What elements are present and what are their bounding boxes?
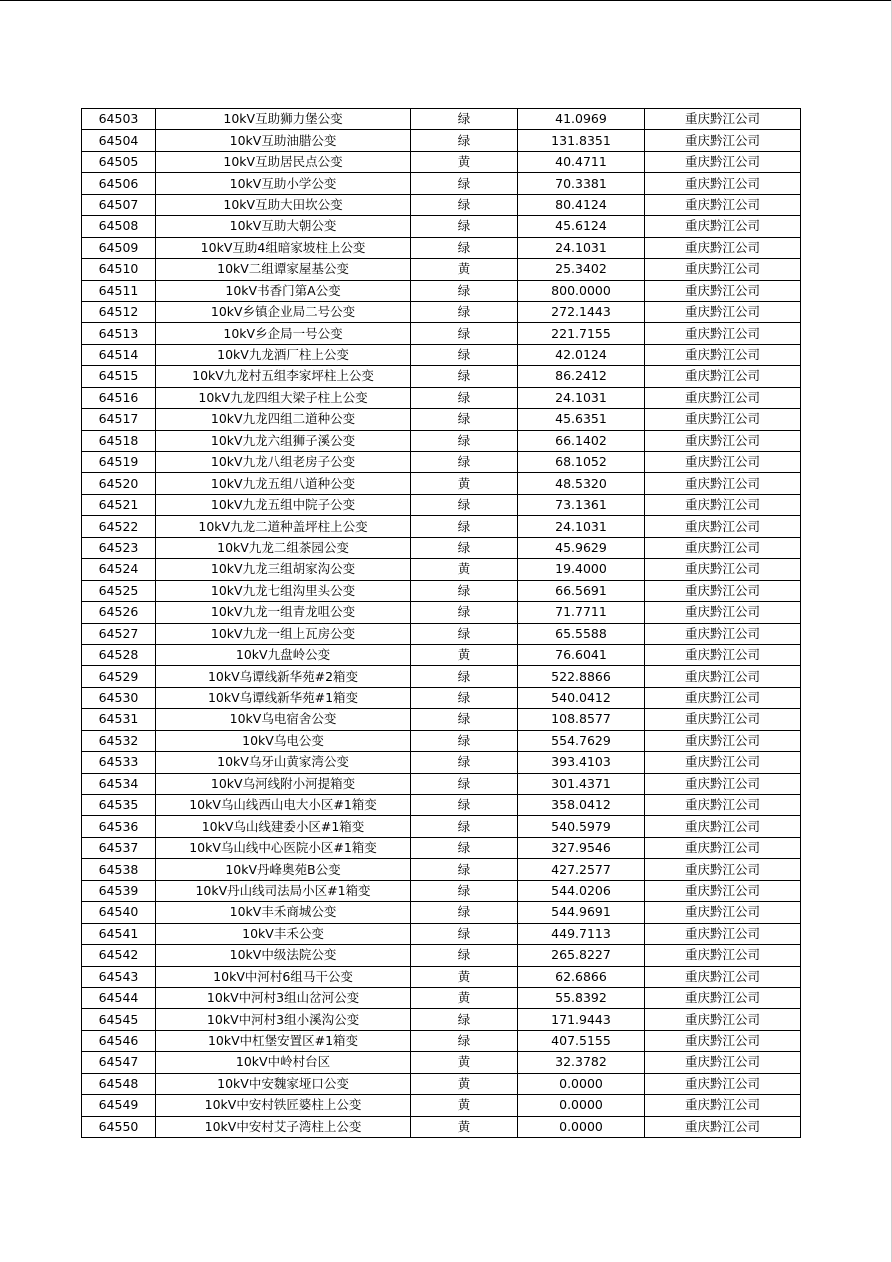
transformer-name-cell: 10kV丰禾商城公变 (156, 902, 411, 923)
row-id-cell: 64527 (82, 623, 156, 644)
transformer-name-cell: 10kV乌山线建委小区#1箱变 (156, 816, 411, 837)
status-cell: 绿 (411, 430, 518, 451)
transformer-name-cell: 10kV九龙村五组李家坪柱上公变 (156, 366, 411, 387)
status-cell: 绿 (411, 301, 518, 322)
transformer-name-cell: 10kV中安村铁匠婆柱上公变 (156, 1095, 411, 1116)
row-id-cell: 64520 (82, 473, 156, 494)
company-cell: 重庆黔江公司 (645, 494, 801, 515)
table-row (82, 1009, 801, 1030)
row-id-cell: 64514 (82, 344, 156, 365)
table-row (82, 945, 801, 966)
transformer-name-cell: 10kV乌电公变 (156, 730, 411, 751)
table-row (82, 837, 801, 858)
status-cell: 绿 (411, 216, 518, 237)
company-cell: 重庆黔江公司 (645, 666, 801, 687)
row-id-cell: 64512 (82, 301, 156, 322)
transformer-name-cell: 10kV乌河线附小河提箱变 (156, 773, 411, 794)
transformer-name-cell: 10kV中安魏家垭口公变 (156, 1073, 411, 1094)
transformer-name-cell: 10kV九盘岭公变 (156, 644, 411, 665)
value-cell: 80.4124 (518, 194, 645, 215)
row-id-cell: 64503 (82, 109, 156, 130)
table-row (82, 752, 801, 773)
transformer-name-cell: 10kV乌谭线新华苑#2箱变 (156, 666, 411, 687)
value-cell: 86.2412 (518, 366, 645, 387)
row-id-cell: 64521 (82, 494, 156, 515)
company-cell: 重庆黔江公司 (645, 430, 801, 451)
status-cell: 绿 (411, 602, 518, 623)
row-id-cell: 64550 (82, 1116, 156, 1137)
row-id-cell: 64545 (82, 1009, 156, 1030)
row-id-cell: 64510 (82, 259, 156, 280)
company-cell: 重庆黔江公司 (645, 623, 801, 644)
company-cell: 重庆黔江公司 (645, 602, 801, 623)
value-cell: 427.2577 (518, 859, 645, 880)
value-cell: 0.0000 (518, 1095, 645, 1116)
company-cell: 重庆黔江公司 (645, 216, 801, 237)
status-cell: 绿 (411, 859, 518, 880)
value-cell: 0.0000 (518, 1073, 645, 1094)
value-cell: 544.9691 (518, 902, 645, 923)
company-cell: 重庆黔江公司 (645, 259, 801, 280)
value-cell: 73.1361 (518, 494, 645, 515)
value-cell: 55.8392 (518, 987, 645, 1008)
status-cell: 黄 (411, 1095, 518, 1116)
value-cell: 71.7711 (518, 602, 645, 623)
row-id-cell: 64528 (82, 644, 156, 665)
status-cell: 黄 (411, 987, 518, 1008)
value-cell: 62.6866 (518, 966, 645, 987)
value-cell: 393.4103 (518, 752, 645, 773)
value-cell: 45.6351 (518, 409, 645, 430)
table-row (82, 409, 801, 430)
transformer-name-cell: 10kV丰禾公变 (156, 923, 411, 944)
table-row (82, 644, 801, 665)
table-row (82, 1052, 801, 1073)
company-cell: 重庆黔江公司 (645, 1073, 801, 1094)
table-body (82, 109, 801, 1138)
status-cell: 黄 (411, 966, 518, 987)
status-cell: 绿 (411, 516, 518, 537)
transformer-name-cell: 10kV丹山线司法局小区#1箱变 (156, 880, 411, 901)
transformer-name-cell: 10kV九龙一组青龙咀公变 (156, 602, 411, 623)
status-cell: 黄 (411, 1116, 518, 1137)
table-row (82, 473, 801, 494)
transformer-name-cell: 10kV互助大朝公变 (156, 216, 411, 237)
company-cell: 重庆黔江公司 (645, 752, 801, 773)
status-cell: 绿 (411, 752, 518, 773)
status-cell: 绿 (411, 452, 518, 473)
company-cell: 重庆黔江公司 (645, 151, 801, 172)
value-cell: 24.1031 (518, 237, 645, 258)
value-cell: 540.5979 (518, 816, 645, 837)
row-id-cell: 64519 (82, 452, 156, 473)
status-cell: 黄 (411, 151, 518, 172)
company-cell: 重庆黔江公司 (645, 1095, 801, 1116)
page-top-border (0, 0, 892, 1)
row-id-cell: 64542 (82, 945, 156, 966)
table-row (82, 1073, 801, 1094)
row-id-cell: 64505 (82, 151, 156, 172)
row-id-cell: 64507 (82, 194, 156, 215)
company-cell: 重庆黔江公司 (645, 109, 801, 130)
company-cell: 重庆黔江公司 (645, 795, 801, 816)
transformer-name-cell: 10kV九龙二组茶园公变 (156, 537, 411, 558)
value-cell: 265.8227 (518, 945, 645, 966)
company-cell: 重庆黔江公司 (645, 301, 801, 322)
company-cell: 重庆黔江公司 (645, 1052, 801, 1073)
table-row (82, 666, 801, 687)
value-cell: 19.4000 (518, 559, 645, 580)
value-cell: 108.8577 (518, 709, 645, 730)
table-row (82, 109, 801, 130)
status-cell: 绿 (411, 344, 518, 365)
table-row (82, 516, 801, 537)
status-cell: 绿 (411, 1030, 518, 1051)
table-row (82, 301, 801, 322)
transformer-name-cell: 10kV丹峰奥苑B公变 (156, 859, 411, 880)
status-cell: 绿 (411, 709, 518, 730)
status-cell: 绿 (411, 280, 518, 301)
company-cell: 重庆黔江公司 (645, 130, 801, 151)
table-row (82, 173, 801, 194)
transformer-name-cell: 10kV乌谭线新华苑#1箱变 (156, 687, 411, 708)
table-row (82, 259, 801, 280)
status-cell: 绿 (411, 902, 518, 923)
table-row (82, 344, 801, 365)
table-row (82, 494, 801, 515)
table-row (82, 987, 801, 1008)
row-id-cell: 64506 (82, 173, 156, 194)
table-row (82, 151, 801, 172)
value-cell: 45.9629 (518, 537, 645, 558)
table-row (82, 387, 801, 408)
value-cell: 449.7113 (518, 923, 645, 944)
transformer-name-cell: 10kV中河村3组小溪沟公变 (156, 1009, 411, 1030)
table-row (82, 709, 801, 730)
status-cell: 绿 (411, 816, 518, 837)
company-cell: 重庆黔江公司 (645, 387, 801, 408)
company-cell: 重庆黔江公司 (645, 773, 801, 794)
status-cell: 绿 (411, 623, 518, 644)
row-id-cell: 64526 (82, 602, 156, 623)
company-cell: 重庆黔江公司 (645, 966, 801, 987)
table-row (82, 623, 801, 644)
status-cell: 绿 (411, 409, 518, 430)
transformer-name-cell: 10kV九龙六组狮子溪公变 (156, 430, 411, 451)
transformer-name-cell: 10kV九龙一组上瓦房公变 (156, 623, 411, 644)
table-row (82, 880, 801, 901)
row-id-cell: 64532 (82, 730, 156, 751)
value-cell: 25.3402 (518, 259, 645, 280)
transformer-name-cell: 10kV九龙三组胡家沟公变 (156, 559, 411, 580)
row-id-cell: 64524 (82, 559, 156, 580)
table-row (82, 966, 801, 987)
value-cell: 32.3782 (518, 1052, 645, 1073)
transformer-name-cell: 10kV书香门第A公变 (156, 280, 411, 301)
company-cell: 重庆黔江公司 (645, 323, 801, 344)
value-cell: 540.0412 (518, 687, 645, 708)
row-id-cell: 64544 (82, 987, 156, 1008)
table-row (82, 537, 801, 558)
row-id-cell: 64529 (82, 666, 156, 687)
transformer-name-cell: 10kV九龙五组八道种公变 (156, 473, 411, 494)
table-row (82, 687, 801, 708)
row-id-cell: 64535 (82, 795, 156, 816)
table-row (82, 194, 801, 215)
company-cell: 重庆黔江公司 (645, 452, 801, 473)
transformer-name-cell: 10kV九龙五组中院子公变 (156, 494, 411, 515)
row-id-cell: 64549 (82, 1095, 156, 1116)
status-cell: 绿 (411, 795, 518, 816)
table-row (82, 580, 801, 601)
row-id-cell: 64523 (82, 537, 156, 558)
value-cell: 42.0124 (518, 344, 645, 365)
transformer-name-cell: 10kV乌牙山黄家湾公变 (156, 752, 411, 773)
company-cell: 重庆黔江公司 (645, 473, 801, 494)
value-cell: 358.0412 (518, 795, 645, 816)
value-cell: 68.1052 (518, 452, 645, 473)
company-cell: 重庆黔江公司 (645, 559, 801, 580)
company-cell: 重庆黔江公司 (645, 173, 801, 194)
company-cell: 重庆黔江公司 (645, 409, 801, 430)
status-cell: 绿 (411, 773, 518, 794)
table-row (82, 816, 801, 837)
company-cell: 重庆黔江公司 (645, 1030, 801, 1051)
status-cell: 绿 (411, 130, 518, 151)
transformer-name-cell: 10kV互助4组暗家坡柱上公变 (156, 237, 411, 258)
transformer-name-cell: 10kV互助居民点公变 (156, 151, 411, 172)
company-cell: 重庆黔江公司 (645, 687, 801, 708)
row-id-cell: 64541 (82, 923, 156, 944)
table-row (82, 902, 801, 923)
value-cell: 131.8351 (518, 130, 645, 151)
status-cell: 绿 (411, 173, 518, 194)
status-cell: 绿 (411, 109, 518, 130)
value-cell: 70.3381 (518, 173, 645, 194)
value-cell: 45.6124 (518, 216, 645, 237)
value-cell: 407.5155 (518, 1030, 645, 1051)
value-cell: 48.5320 (518, 473, 645, 494)
value-cell: 554.7629 (518, 730, 645, 751)
table-row (82, 730, 801, 751)
status-cell: 绿 (411, 730, 518, 751)
row-id-cell: 64530 (82, 687, 156, 708)
value-cell: 40.4711 (518, 151, 645, 172)
transformer-name-cell: 10kV互助小学公变 (156, 173, 411, 194)
company-cell: 重庆黔江公司 (645, 987, 801, 1008)
table-row (82, 1116, 801, 1137)
value-cell: 0.0000 (518, 1116, 645, 1137)
company-cell: 重庆黔江公司 (645, 1009, 801, 1030)
table-row (82, 366, 801, 387)
row-id-cell: 64546 (82, 1030, 156, 1051)
transformer-name-cell: 10kV中安村艾子湾柱上公变 (156, 1116, 411, 1137)
company-cell: 重庆黔江公司 (645, 837, 801, 858)
value-cell: 41.0969 (518, 109, 645, 130)
status-cell: 黄 (411, 473, 518, 494)
table-row (82, 859, 801, 880)
status-cell: 绿 (411, 880, 518, 901)
table-row (82, 430, 801, 451)
company-cell: 重庆黔江公司 (645, 945, 801, 966)
value-cell: 522.8866 (518, 666, 645, 687)
row-id-cell: 64533 (82, 752, 156, 773)
row-id-cell: 64508 (82, 216, 156, 237)
transformer-name-cell: 10kV九龙四组大梁子柱上公变 (156, 387, 411, 408)
transformer-name-cell: 10kV中杠堡安置区#1箱变 (156, 1030, 411, 1051)
transformer-name-cell: 10kV九龙二道种盖坪柱上公变 (156, 516, 411, 537)
transformer-name-cell: 10kV九龙八组老房子公变 (156, 452, 411, 473)
status-cell: 黄 (411, 1073, 518, 1094)
table-row (82, 280, 801, 301)
table-row (82, 559, 801, 580)
status-cell: 黄 (411, 559, 518, 580)
status-cell: 绿 (411, 923, 518, 944)
company-cell: 重庆黔江公司 (645, 280, 801, 301)
row-id-cell: 64522 (82, 516, 156, 537)
row-id-cell: 64515 (82, 366, 156, 387)
value-cell: 800.0000 (518, 280, 645, 301)
value-cell: 221.7155 (518, 323, 645, 344)
transformer-name-cell: 10kV互助大田坎公变 (156, 194, 411, 215)
company-cell: 重庆黔江公司 (645, 730, 801, 751)
transformer-name-cell: 10kV九龙七组沟里头公变 (156, 580, 411, 601)
status-cell: 黄 (411, 644, 518, 665)
status-cell: 绿 (411, 237, 518, 258)
company-cell: 重庆黔江公司 (645, 709, 801, 730)
table-row (82, 216, 801, 237)
value-cell: 76.6041 (518, 644, 645, 665)
transformer-name-cell: 10kV乌山线中心医院小区#1箱变 (156, 837, 411, 858)
company-cell: 重庆黔江公司 (645, 902, 801, 923)
value-cell: 272.1443 (518, 301, 645, 322)
transformer-name-cell: 10kV乌山线西山电大小区#1箱变 (156, 795, 411, 816)
transformer-name-cell: 10kV中级法院公变 (156, 945, 411, 966)
company-cell: 重庆黔江公司 (645, 644, 801, 665)
status-cell: 黄 (411, 259, 518, 280)
status-cell: 绿 (411, 580, 518, 601)
company-cell: 重庆黔江公司 (645, 880, 801, 901)
company-cell: 重庆黔江公司 (645, 366, 801, 387)
company-cell: 重庆黔江公司 (645, 194, 801, 215)
company-cell: 重庆黔江公司 (645, 537, 801, 558)
value-cell: 24.1031 (518, 516, 645, 537)
row-id-cell: 64539 (82, 880, 156, 901)
company-cell: 重庆黔江公司 (645, 1116, 801, 1137)
status-cell: 黄 (411, 1052, 518, 1073)
row-id-cell: 64540 (82, 902, 156, 923)
table-row (82, 773, 801, 794)
row-id-cell: 64537 (82, 837, 156, 858)
transformer-name-cell: 10kV九龙酒厂柱上公变 (156, 344, 411, 365)
status-cell: 绿 (411, 494, 518, 515)
row-id-cell: 64516 (82, 387, 156, 408)
transformer-name-cell: 10kV二组谭家屋基公变 (156, 259, 411, 280)
company-cell: 重庆黔江公司 (645, 923, 801, 944)
table-row (82, 1095, 801, 1116)
transformer-name-cell: 10kV中河村3组山岔河公变 (156, 987, 411, 1008)
status-cell: 绿 (411, 194, 518, 215)
table-row (82, 452, 801, 473)
row-id-cell: 64525 (82, 580, 156, 601)
table-row (82, 323, 801, 344)
table-row (82, 1030, 801, 1051)
row-id-cell: 64518 (82, 430, 156, 451)
company-cell: 重庆黔江公司 (645, 237, 801, 258)
row-id-cell: 64536 (82, 816, 156, 837)
status-cell: 绿 (411, 387, 518, 408)
transformer-name-cell: 10kV乡镇企业局二号公变 (156, 301, 411, 322)
status-cell: 绿 (411, 666, 518, 687)
row-id-cell: 64531 (82, 709, 156, 730)
value-cell: 171.9443 (518, 1009, 645, 1030)
table-row (82, 602, 801, 623)
row-id-cell: 64548 (82, 1073, 156, 1094)
value-cell: 544.0206 (518, 880, 645, 901)
value-cell: 327.9546 (518, 837, 645, 858)
row-id-cell: 64504 (82, 130, 156, 151)
value-cell: 66.1402 (518, 430, 645, 451)
value-cell: 65.5588 (518, 623, 645, 644)
company-cell: 重庆黔江公司 (645, 516, 801, 537)
transformer-name-cell: 10kV中岭村台区 (156, 1052, 411, 1073)
company-cell: 重庆黔江公司 (645, 816, 801, 837)
company-cell: 重庆黔江公司 (645, 580, 801, 601)
transformer-name-cell: 10kV乡企局一号公变 (156, 323, 411, 344)
value-cell: 301.4371 (518, 773, 645, 794)
status-cell: 绿 (411, 366, 518, 387)
status-cell: 绿 (411, 687, 518, 708)
transformer-name-cell: 10kV乌电宿舍公变 (156, 709, 411, 730)
row-id-cell: 64538 (82, 859, 156, 880)
status-cell: 绿 (411, 1009, 518, 1030)
status-cell: 绿 (411, 537, 518, 558)
table-row (82, 130, 801, 151)
value-cell: 24.1031 (518, 387, 645, 408)
row-id-cell: 64513 (82, 323, 156, 344)
company-cell: 重庆黔江公司 (645, 344, 801, 365)
row-id-cell: 64534 (82, 773, 156, 794)
row-id-cell: 64547 (82, 1052, 156, 1073)
transformer-data-table (81, 108, 801, 1138)
row-id-cell: 64509 (82, 237, 156, 258)
status-cell: 绿 (411, 945, 518, 966)
row-id-cell: 64517 (82, 409, 156, 430)
status-cell: 绿 (411, 837, 518, 858)
row-id-cell: 64543 (82, 966, 156, 987)
transformer-name-cell: 10kV中河村6组马干公变 (156, 966, 411, 987)
row-id-cell: 64511 (82, 280, 156, 301)
company-cell: 重庆黔江公司 (645, 859, 801, 880)
transformer-name-cell: 10kV互助狮力堡公变 (156, 109, 411, 130)
transformer-name-cell: 10kV互助油腊公变 (156, 130, 411, 151)
table-row (82, 795, 801, 816)
status-cell: 绿 (411, 323, 518, 344)
value-cell: 66.5691 (518, 580, 645, 601)
transformer-name-cell: 10kV九龙四组二道种公变 (156, 409, 411, 430)
table-row (82, 923, 801, 944)
table-row (82, 237, 801, 258)
